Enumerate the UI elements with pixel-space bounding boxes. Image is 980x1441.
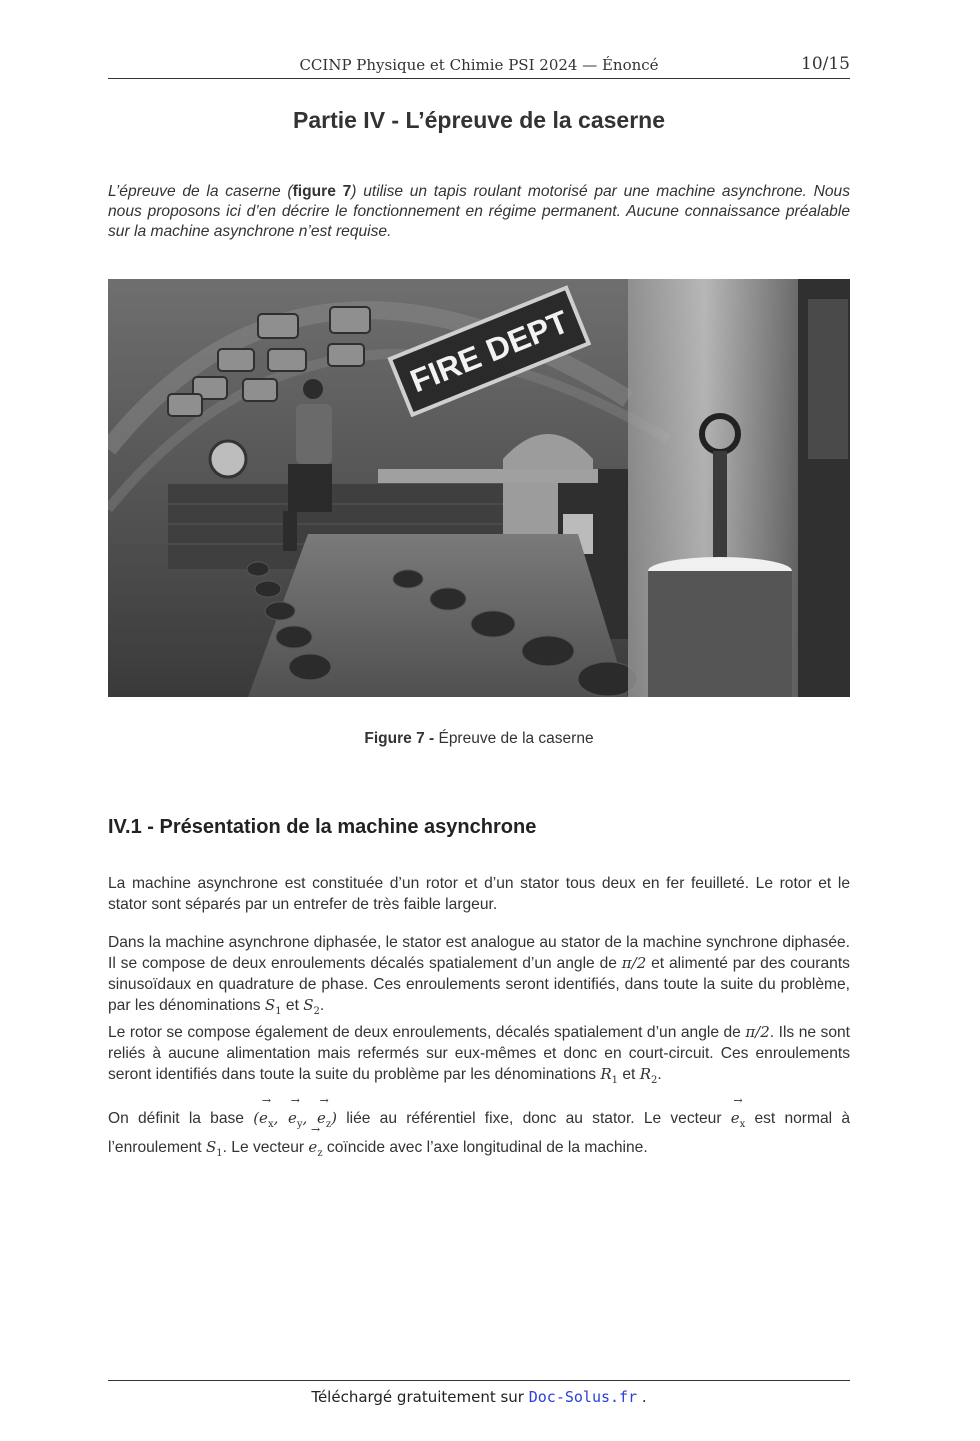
p3-text-e: coïncide avec l’axe longitudinal de la machine. xyxy=(322,1139,648,1156)
vector-ex-2: → $e_x$ xyxy=(731,1107,746,1136)
figure-caption xyxy=(108,730,850,748)
basis-vectors: (→ $e_x$, → $e_y$, → $e_z$) xyxy=(253,1109,337,1127)
symbol-s1-basis: $S_1$ xyxy=(205,1138,223,1159)
p3-text-d: . Le vecteur xyxy=(222,1139,309,1156)
angle-pi-over-2-rotor: π/2 xyxy=(745,1023,770,1041)
sign-text: FIRE DEPT xyxy=(405,303,574,400)
page-number: 10/15 xyxy=(801,54,850,74)
page-footer xyxy=(108,1388,850,1406)
p2-period-2: . xyxy=(769,1024,775,1041)
page-header xyxy=(108,52,850,79)
p2-and: et xyxy=(281,997,304,1014)
header-title: CCINP Physique et Chimie PSI 2024 — Énoncé xyxy=(299,56,659,74)
intro-text-2: ) utilise un tapis roulant motorisé par une machine asynchrone. Nous nous proposons ici d’en décrire le fonctionnement en régime permanent. Aucune connaissance préalable sur la machine asynchrone n’est requise. xyxy=(108,183,850,240)
section-title: IV.1 - Présentation de la machine asynchrone xyxy=(108,816,537,838)
footer-divider xyxy=(108,1380,850,1381)
intro-paragraph xyxy=(108,182,850,242)
vector-ex: → $e_x$ xyxy=(259,1107,274,1136)
paragraph-diphase xyxy=(108,932,850,1091)
p2-period: . xyxy=(319,997,325,1014)
vector-ez-2: → $e_z$ xyxy=(308,1136,322,1165)
intro-text-1: L’épreuve de la caserne ( xyxy=(108,183,293,200)
angle-pi-over-2: π/2 xyxy=(621,954,647,972)
p2-text-c: Le rotor se compose également de deux enroulements, décalés spatialement d’un angle de xyxy=(108,1024,746,1041)
p2-period-3: . xyxy=(657,1066,662,1083)
p3-text-a: On définit la base xyxy=(108,1110,254,1127)
vector-ez: → $e_z$ xyxy=(317,1107,331,1136)
p2-and-2: et xyxy=(618,1066,640,1083)
p2-text-a: Dans la machine asynchrone diphasée, le stator est analogue au stator de la machine synchrone diphasée. Il se compose de deux enroulements décalés spatialement d’un angle de xyxy=(108,934,850,972)
p2-text-d: Ils ne sont reliés à aucune alimentation mais refermés sur eux-mêmes et donc en court-circuit. Ces enroulements seront identifiés dans toute la suite du problème par les dénominations xyxy=(108,1024,850,1083)
part-title: Partie IV - L’épreuve de la caserne xyxy=(292,107,666,133)
p3-text-b: liée au référentiel fixe, donc au stator. Le vecteur xyxy=(337,1110,731,1127)
figure-reference: figure 7 xyxy=(292,183,352,200)
symbol-s2: $S_2$ xyxy=(303,996,320,1017)
symbol-r1: $R_1$ xyxy=(600,1065,619,1086)
vector-ey: → $e_y$ xyxy=(288,1107,303,1136)
figure-7-photo xyxy=(108,279,850,697)
paragraph-basis xyxy=(108,1107,850,1165)
p2-text-b: et alimenté par des courants sinusoïdaux en quadrature de phase. Ces enroulements seront identifiés, dans toute la suite du problème, par les dénominations xyxy=(108,955,850,1014)
tunnel-scene-illustration xyxy=(108,279,850,697)
caption-label: Figure 7 - xyxy=(364,730,435,747)
doc-solus-link[interactable]: Doc-Solus.fr xyxy=(528,1388,638,1406)
footer-end: . xyxy=(637,1388,647,1406)
footer-text: Téléchargé gratuitement sur xyxy=(311,1388,529,1406)
caption-text: Épreuve de la caserne xyxy=(434,730,594,747)
paragraph-rotor-stator: La machine asynchrone est constituée d’un rotor et d’un stator tous deux en fer feuilleté. Le rotor et le stator sont séparés par un entrefer de très faible largeur. xyxy=(108,875,850,913)
symbol-s1: $S_1$ xyxy=(264,996,282,1017)
p3-text-c: est normal à l’enroulement xyxy=(108,1110,851,1156)
symbol-r2: $R_2$ xyxy=(639,1065,658,1086)
